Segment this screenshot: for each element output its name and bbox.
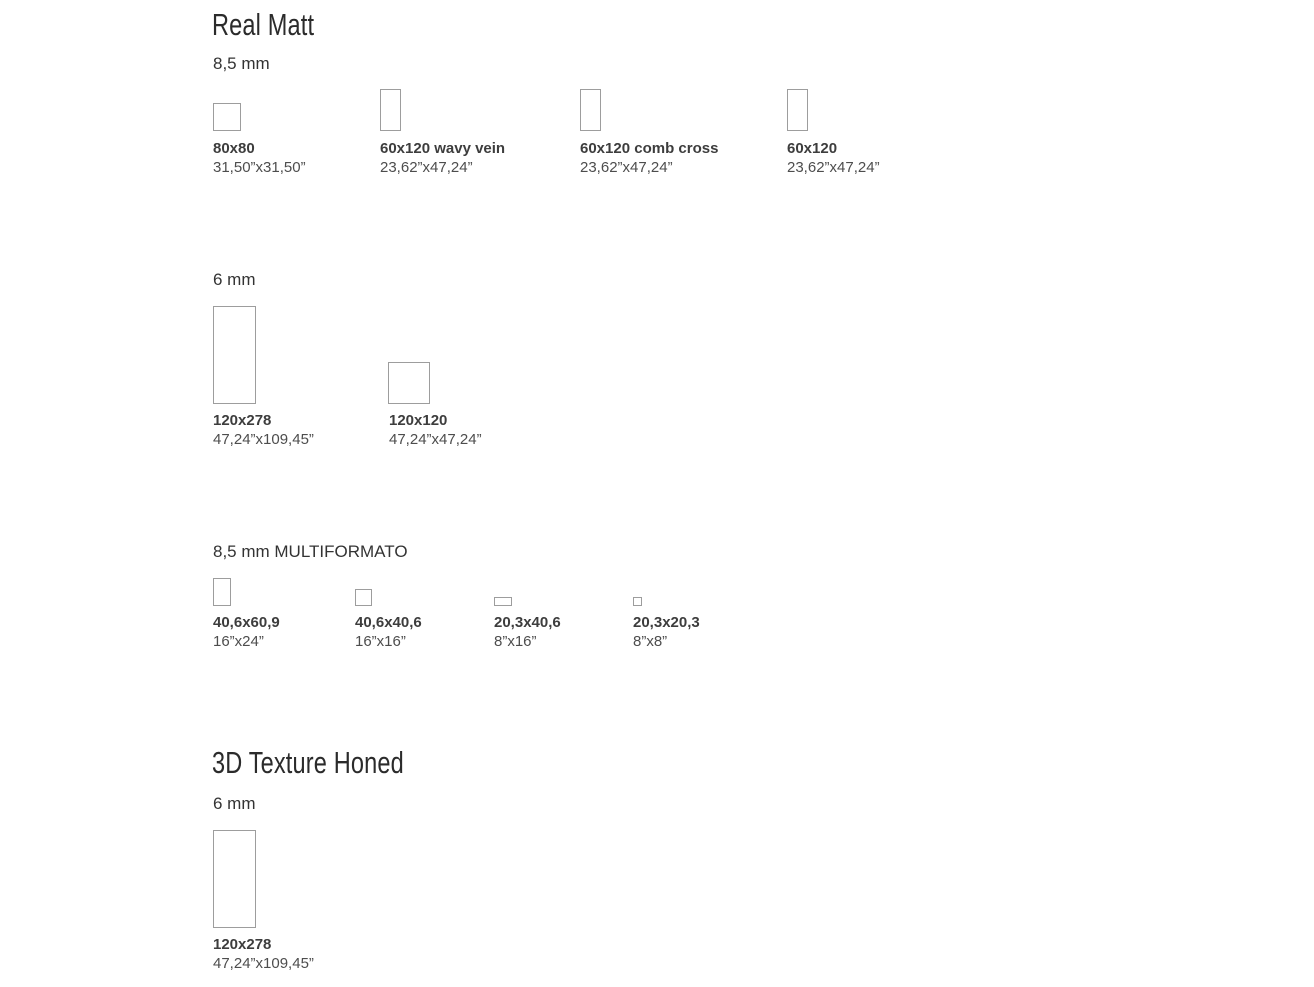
tile-size-label: 40,6x60,9 xyxy=(213,614,280,631)
thickness-label: 8,5 mm MULTIFORMATO xyxy=(213,542,408,561)
tile-outline-120x278 xyxy=(213,830,256,928)
tile-size-label: 120x278 xyxy=(213,936,272,953)
section-title-text: Real Matt xyxy=(212,7,315,42)
tile-size-label: 120x278 xyxy=(213,412,272,429)
tile-inches-label: 16”x16” xyxy=(355,633,406,650)
tile-size-label: 60x120 xyxy=(787,140,838,157)
tile-inches-label: 47,24”x47,24” xyxy=(389,431,482,448)
thickness-label: 6 mm xyxy=(213,270,256,289)
tile-size-label: 120x120 xyxy=(389,412,448,429)
tile-size-label: 20,3x40,6 xyxy=(494,614,561,631)
section-title-real-matt xyxy=(212,7,346,42)
tile-size-label: 60x120 wavy vein xyxy=(380,140,506,157)
tile-outline-40-6x60-9 xyxy=(213,578,231,606)
tile-outline-60x120-wavy-vein xyxy=(380,89,401,131)
thickness-label: 6 mm xyxy=(213,794,256,813)
tile-inches-label: 23,62”x47,24” xyxy=(787,159,880,176)
tile-inches-label: 31,50”x31,50” xyxy=(213,159,306,176)
tile-outline-60x120-comb-cross xyxy=(580,89,601,131)
tile-inches-label: 47,24”x109,45” xyxy=(213,955,314,972)
tile-outline-40-6x40-6 xyxy=(355,589,372,606)
tile-outline-60x120 xyxy=(787,89,808,131)
tile-inches-label: 23,62”x47,24” xyxy=(580,159,673,176)
tile-outline-80x80 xyxy=(213,103,241,131)
tile-inches-label: 47,24”x109,45” xyxy=(213,431,314,448)
section-title-text: 3D Texture Honed xyxy=(212,745,404,780)
tile-outline-20-3x40-6 xyxy=(494,597,512,606)
tile-size-label: 80x80 xyxy=(213,140,255,157)
tile-inches-label: 8”x8” xyxy=(633,633,668,650)
tile-inches-label: 16”x24” xyxy=(213,633,264,650)
tile-size-label: 40,6x40,6 xyxy=(355,614,422,631)
tile-outline-120x120 xyxy=(388,362,430,404)
tile-inches-label: 23,62”x47,24” xyxy=(380,159,473,176)
section-title-3d-texture-honed xyxy=(212,745,465,780)
tile-inches-label: 8”x16” xyxy=(494,633,537,650)
tile-size-label: 60x120 comb cross xyxy=(580,140,719,157)
tile-outline-20-3x20-3 xyxy=(633,597,642,606)
tile-outline-120x278 xyxy=(213,306,256,404)
tile-size-label: 20,3x20,3 xyxy=(633,614,700,631)
thickness-label: 8,5 mm xyxy=(213,54,270,73)
